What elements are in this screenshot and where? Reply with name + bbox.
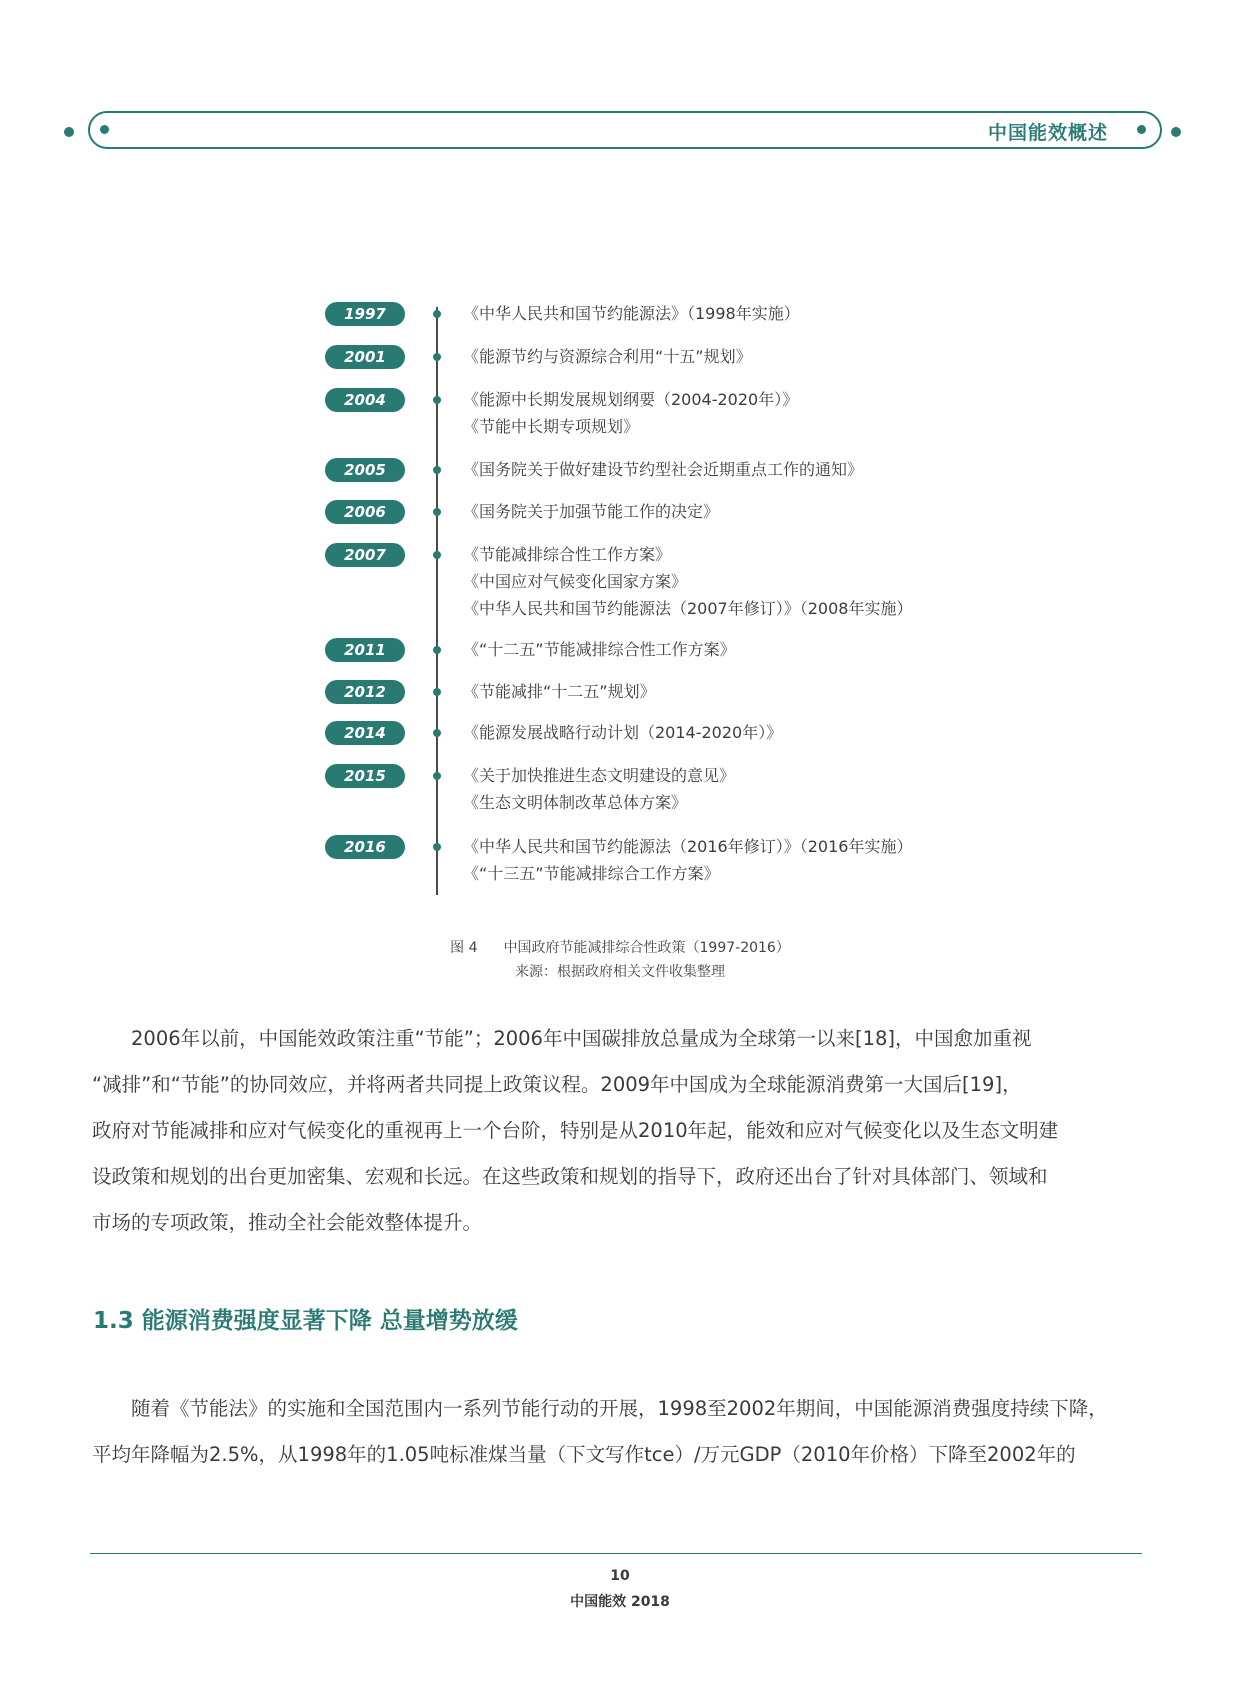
header-inner-left-dot bbox=[100, 125, 109, 134]
timeline-dot bbox=[433, 508, 441, 516]
timeline-dot bbox=[433, 551, 441, 559]
policy-text: 《能源发展战略行动计划（2014-2020年）》 bbox=[463, 723, 783, 742]
header-banner bbox=[88, 111, 1162, 149]
timeline-dot bbox=[433, 646, 441, 654]
header-inner-right-dot bbox=[1137, 125, 1146, 134]
policy-text: 《中华人民共和国节约能源法（2007年修订）》（2008年实施） bbox=[463, 599, 913, 618]
year-badge: 2006 bbox=[325, 500, 405, 524]
policy-text: 《国务院关于做好建设节约型社会近期重点工作的通知》 bbox=[463, 460, 864, 479]
figure-source: 来源：根据政府相关文件收集整理 bbox=[515, 964, 725, 980]
policy-text: 《节能中长期专项规划》 bbox=[463, 417, 640, 436]
year-badge: 2016 bbox=[325, 835, 405, 859]
paragraph-line: “减排”和“节能”的协同效应，并将两者共同提上政策议程。2009年中国成为全球能源消费第一大国后[19]， bbox=[92, 1073, 1022, 1096]
policy-text: 《生态文明体制改革总体方案》 bbox=[463, 793, 688, 812]
figure-label: 图 4 bbox=[450, 940, 478, 956]
paragraph-line: 设政策和规划的出台更加密集、宏观和长远。在这些政策和规划的指导下，政府还出台了针对具体部门、领域和 bbox=[92, 1165, 1048, 1188]
timeline-dot bbox=[433, 729, 441, 737]
policy-text: 《节能减排“十二五”规划》 bbox=[463, 682, 656, 701]
year-badge: 2004 bbox=[325, 388, 405, 412]
policy-text: 《中国应对气候变化国家方案》 bbox=[463, 572, 688, 591]
timeline-dot bbox=[433, 396, 441, 404]
paragraph-line: 随着《节能法》的实施和全国范围内一系列节能行动的开展，1998至2002年期间，中国能源消费强度持续下降， bbox=[92, 1397, 1108, 1420]
figure-caption bbox=[0, 937, 1240, 957]
paragraph-line: 政府对节能减排和应对气候变化的重视再上一个台阶，特别是从2010年起，能效和应对气候变化以及生态文明建 bbox=[92, 1119, 1059, 1142]
year-badge: 2005 bbox=[325, 458, 405, 482]
paragraph-line: 平均年降幅为2.5%，从1998年的1.05吨标准煤当量（下文写作tce）/万元GDP（2010年价格）下降至2002年的 bbox=[92, 1443, 1076, 1466]
policy-text: 《节能减排综合性工作方案》 bbox=[463, 545, 672, 564]
year-badge: 2001 bbox=[325, 345, 405, 369]
policy-text: 《中华人民共和国节约能源法（2016年修订）》（2016年实施） bbox=[463, 837, 913, 856]
header-title: 中国能效概述 bbox=[987, 122, 1108, 144]
year-badge: 2014 bbox=[325, 721, 405, 745]
year-badge: 2015 bbox=[325, 764, 405, 788]
body-paragraph bbox=[92, 1016, 1150, 1246]
year-badge: 2012 bbox=[325, 680, 405, 704]
page-number: 10 bbox=[610, 1568, 630, 1584]
timeline-dot bbox=[433, 772, 441, 780]
paragraph-line: 市场的专项政策，推动全社会能效整体提升。 bbox=[92, 1211, 483, 1234]
paragraph-line: 2006年以前，中国能效政策注重“节能”；2006年中国碳排放总量成为全球第一以来[18]，中国愈加重视 bbox=[92, 1027, 1032, 1050]
timeline-dot bbox=[433, 310, 441, 318]
policy-text: 《“十二五”节能减排综合性工作方案》 bbox=[463, 640, 736, 659]
timeline-dot bbox=[433, 466, 441, 474]
section-title: 1.3 能源消费强度显著下降 总量增势放缓 bbox=[93, 1308, 518, 1334]
policy-text: 《“十三五”节能减排综合工作方案》 bbox=[463, 864, 720, 883]
publication-name: 中国能效 2018 bbox=[570, 1594, 670, 1610]
figure-title: 中国政府节能减排综合性政策（1997-2016） bbox=[503, 940, 790, 956]
header-right-dot bbox=[1171, 127, 1181, 137]
timeline-dot bbox=[433, 843, 441, 851]
policy-text: 《中华人民共和国节约能源法》（1998年实施） bbox=[463, 304, 800, 323]
body-paragraph bbox=[92, 1386, 1150, 1478]
policy-text: 《能源中长期发展规划纲要（2004-2020年）》 bbox=[463, 390, 799, 409]
year-badge: 2007 bbox=[325, 543, 405, 567]
year-badge: 1997 bbox=[325, 302, 405, 326]
timeline-dot bbox=[433, 353, 441, 361]
policy-text: 《关于加快推进生态文明建设的意见》 bbox=[463, 766, 736, 785]
policy-text: 《能源节约与资源综合利用“十五”规划》 bbox=[463, 347, 752, 366]
footer-divider bbox=[90, 1553, 1142, 1554]
policy-text: 《国务院关于加强节能工作的决定》 bbox=[463, 502, 720, 521]
header-left-dot bbox=[64, 127, 74, 137]
year-badge: 2011 bbox=[325, 638, 405, 662]
timeline-dot bbox=[433, 688, 441, 696]
